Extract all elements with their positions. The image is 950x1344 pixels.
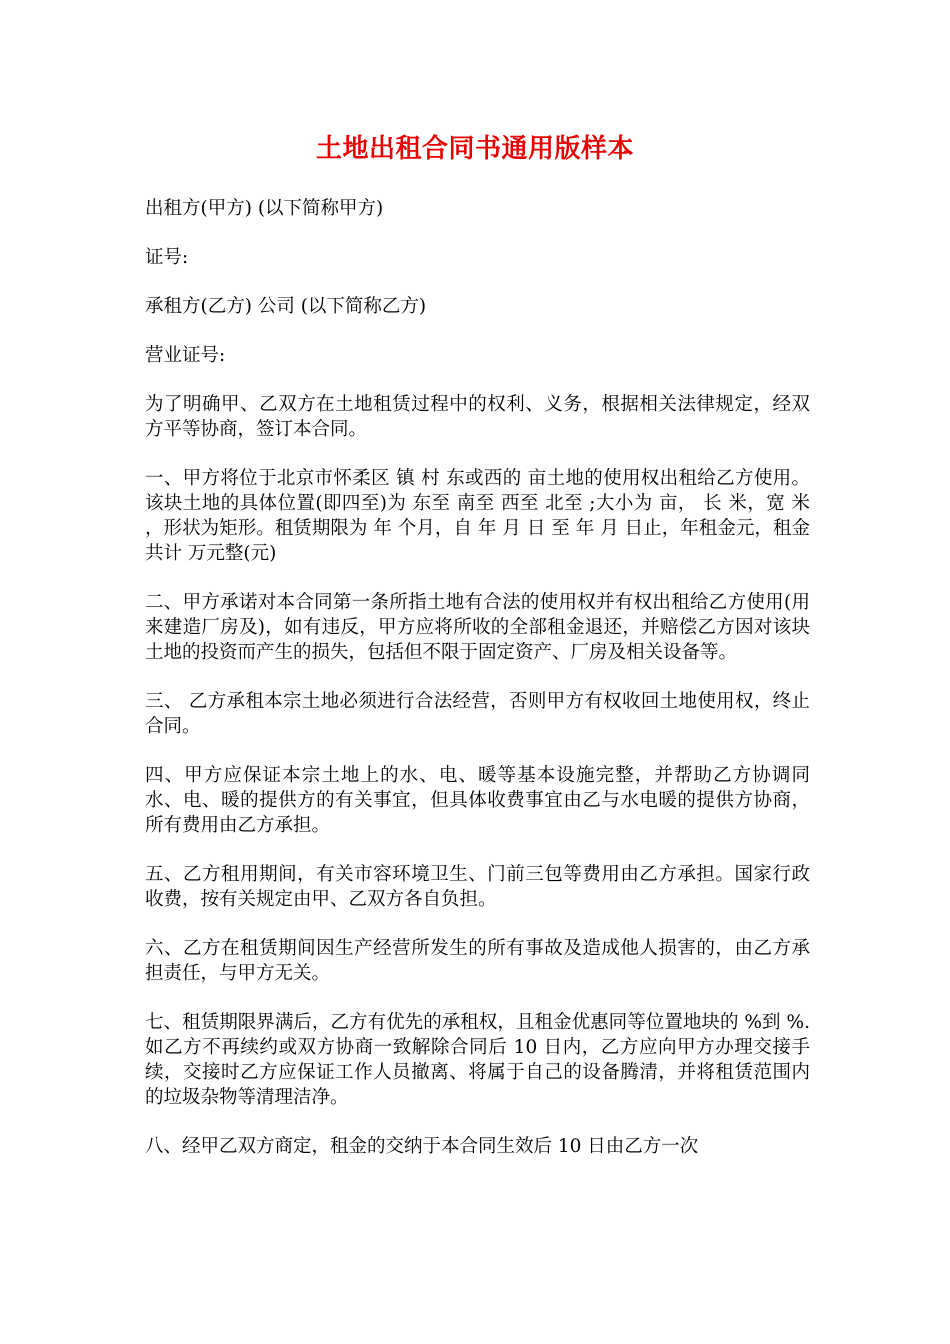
paragraph-lessor: 出租方(甲方) (以下简称甲方) xyxy=(145,198,384,219)
clause-4: 四、甲方应保证本宗土地上的水、电、暖等基本设施完整，并帮助乙方协调同水、电、暖的提供方的有关事宜，但具体收费事宜由乙与水电暖的提供方协商，所有费用由乙方承担。 xyxy=(145,765,810,836)
clause-5: 五、乙方租用期间，有关市容环境卫生、门前三包等费用由乙方承担。国家行政收费，按有关规定由甲、乙双方各自负担。 xyxy=(145,864,810,910)
document-title: 土地出租合同书通用版样本 xyxy=(315,134,634,164)
clause-2: 二、甲方承诺对本合同第一条所指土地有合法的使用权并有权出租给乙方使用(用来建造厂房及)，如有违反，甲方应将所收的全部租金退还，并赔偿乙方因对该块土地的投资而产生的损失，包括但不限于固定资产、厂房及相关设备等。 xyxy=(145,592,810,663)
paragraph-business-license: 营业证号: xyxy=(145,345,226,366)
clause-7: 七、租赁期限界满后，乙方有优先的承租权，且租金优惠同等位置地块的 %到 %.如乙方不再续约或双方协商一致解除合同后 10 日内，乙方应向甲方办理交接手续，交接时乙方应保证工作人员撤离、将属于自己的设备腾清，并将租赁范围内的垃圾杂物等清理洁净。 xyxy=(145,1012,810,1108)
paragraph-lessor-id: 证号: xyxy=(145,247,189,268)
document-body xyxy=(145,196,810,1183)
paragraph-lessee: 承租方(乙方) 公司 (以下简称乙方) xyxy=(145,296,427,317)
clause-6: 六、乙方在租赁期间因生产经营所发生的所有事故及造成他人损害的，由乙方承担责任，与甲方无关。 xyxy=(145,938,810,984)
clause-1: 一、甲方将位于北京市怀柔区 镇 村 东或西的 亩土地的使用权出租给乙方使用。该块土地的具体位置(即四至)为 东至 南至 西至 北至 ;大小为 亩， 长 米，宽 米 ，形状为矩形。租赁期限为 年 个月，自 年 月 日 至 年 月 日止，年租金元，租金共计 万元整(元) xyxy=(145,468,810,564)
paragraph-preamble: 为了明确甲、乙双方在土地租赁过程中的权利、义务，根据相关法律规定，经双方平等协商，签订本合同。 xyxy=(145,394,810,440)
clause-3: 三、 乙方承租本宗土地必须进行合法经营，否则甲方有权收回土地使用权，终止合同。 xyxy=(145,691,810,737)
clause-8: 八、经甲乙双方商定，租金的交纳于本合同生效后 10 日由乙方一次 xyxy=(145,1136,699,1157)
